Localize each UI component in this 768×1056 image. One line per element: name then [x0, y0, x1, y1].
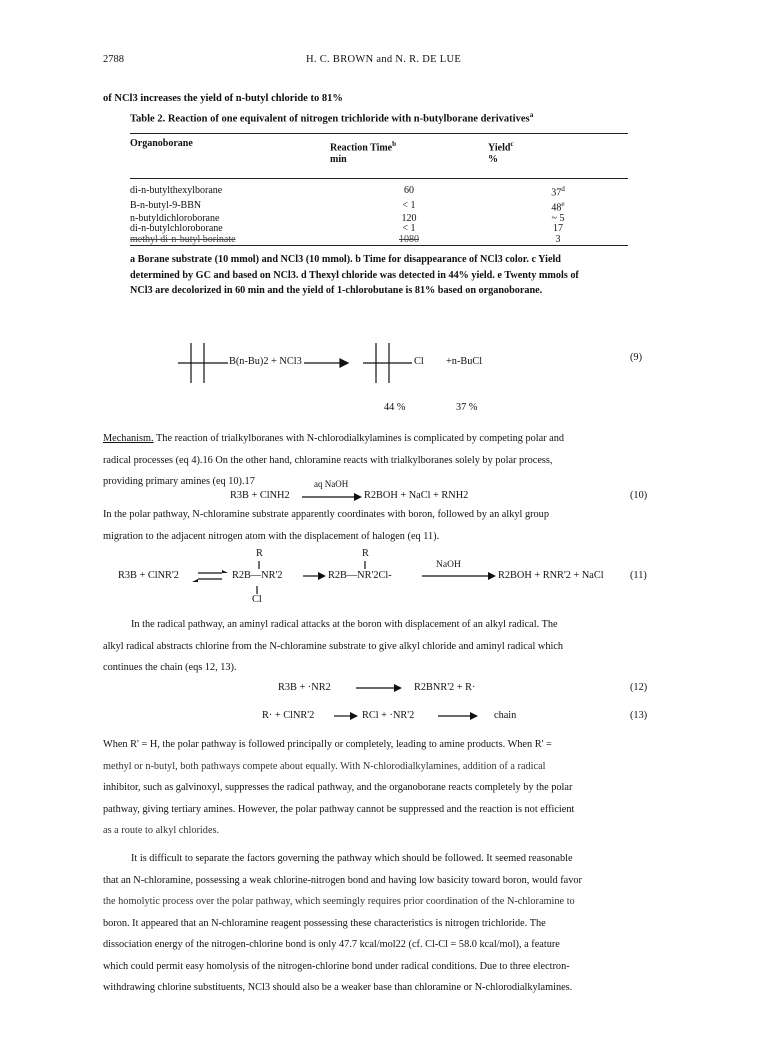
text-line: withdrawing chlorine substituents, NCl3 should also be a weaker base than chloramine or N-chlorodialkylamines.	[103, 982, 573, 993]
cell-yield: 17	[553, 223, 563, 235]
cell-time: 60	[404, 185, 414, 197]
text-line: When R' = H, the polar pathway is followed principally or completely, leading to amine products. When R' =	[103, 739, 552, 750]
cell-yield: ~ 5	[551, 212, 565, 224]
cell-time: < 1	[402, 200, 416, 212]
text-line: that an N-chloramine, possessing a weak chlorine-nitrogen bond and having low basicity toward boron, would favor	[103, 874, 582, 886]
eq10-left: R3B + ClNH2	[230, 490, 290, 501]
text-line: alkyl radical abstracts chlorine from the N-chloramine substrate to give alkyl chloride and aminyl radical which	[103, 640, 564, 652]
when-paragraph	[103, 734, 663, 842]
running-title: H. C. BROWN and N. R. DE LUE	[306, 54, 462, 65]
table-caption-note: a	[529, 110, 534, 119]
cell-organoborane: di-n-butylthexylborane	[130, 185, 223, 197]
table-caption-text: Table 2. Reaction of one equivalent of nitrogen trichloride with n-butylborane derivatives	[130, 113, 530, 125]
cell-yield: 48e	[551, 200, 565, 214]
eq11-left: R3B + ClNR'2	[118, 570, 179, 581]
eq9-yield1: 44 %	[384, 402, 406, 413]
eq13-number: (13)	[630, 710, 648, 721]
eq12-left: R3B + ·NR2	[278, 682, 331, 693]
footnote-line: a Borane substrate (10 mmol) and NCl3 (10 mmol). b Time for disappearance of NCl3 color. c Yield	[130, 254, 561, 265]
text-line: In the polar pathway, N-chloramine substrate apparently coordinates with boron, followed by an alkyl group	[103, 509, 549, 520]
eq11-number: (11)	[630, 570, 647, 581]
col-header-organoborane: Organoborane	[130, 138, 193, 149]
cell-organoborane: di-n-butylchloroborane	[130, 223, 223, 235]
text-line: boron. It appeared that an N-chloramine reagent possessing these characteristics is nitrogen trichloride. The	[103, 917, 546, 929]
cell-time: 1080	[399, 233, 419, 245]
text-line: pathway, giving tertiary amines. However, the polar pathway cannot be suppressed and the reaction is not efficient	[103, 803, 575, 815]
eq11-arrow-label: NaOH	[436, 560, 461, 570]
text-line: continues the chain (eqs 12, 13).	[103, 662, 237, 673]
eq11-intermediate2: R2B—NR'2Cl-	[328, 570, 392, 581]
text-line: It is difficult to separate the factors governing the pathway which should be followed. It seemed reasonable	[131, 853, 573, 864]
cell-organoborane: methyl di-n-butyl borinate	[130, 233, 236, 245]
cell-time: 120	[401, 212, 417, 224]
eq11-r-label: R	[256, 548, 263, 559]
text-line: providing primary amines (eq 10).17	[103, 476, 255, 487]
eq11-cl-label: Cl	[252, 594, 262, 605]
cell-time: < 1	[402, 223, 416, 235]
intro-line: of NCl3 increases the yield of n-butyl chloride to 81%	[103, 93, 343, 104]
eq9-number: (9)	[630, 352, 643, 363]
eq11-intermediate1: R2B—NR'2	[232, 570, 283, 581]
eq9-product1: Cl	[414, 356, 424, 367]
eq13-left: R· + ClNR'2	[262, 710, 315, 721]
cell-organoborane: B-n-butyl-9-BBN	[130, 200, 202, 212]
cell-yield: 37$^d$	[551, 185, 565, 199]
difficult-paragraph	[103, 848, 663, 999]
eq10-arrow-label: aq NaOH	[314, 479, 349, 489]
footnote-line: NCl3 are decolorized in 60 min and the yield of 1-chlorobutane is 81% based on organoborane.	[130, 285, 543, 296]
text-line: which could permit easy homolysis of the nitrogen-chlorine bond under radical conditions. Due to three electron-	[103, 960, 570, 972]
eq10-right: R2BOH + NaCl + RNH2	[364, 490, 469, 501]
eq9-reactant: B(n-Bu)2 + NCl3	[229, 356, 302, 367]
eq13-right: chain	[494, 710, 517, 721]
col-header-yield: Yield$^c$ %	[488, 140, 514, 166]
eq11-right: R2BOH + RNR'2 + NaCl	[498, 570, 604, 581]
text-line: inhibitor, such as galvinoxyl, suppresses the radical pathway, and the organoborane reacts completely by the polar	[103, 782, 573, 793]
text-line: In the radical pathway, an aminyl radical attacks at the boron with displacement of an alkyl radical. The	[131, 619, 558, 630]
eq10-number: (10)	[630, 490, 648, 501]
eq9-product2: +n-BuCl	[446, 356, 483, 367]
page-number: 2788	[103, 54, 124, 65]
footnote-line: determined by GC and based on NCl3. d Thexyl chloride was detected in 44% yield. e Twenty mmols of	[130, 269, 579, 281]
eq9-yield2: 37 %	[456, 402, 478, 413]
eq11-r-label2: R	[362, 548, 369, 559]
text-line: as a route to alkyl chlorides.	[103, 825, 220, 836]
text-line: The reaction of trialkylboranes with N-chlorodialkylamines is complicated by competing polar and	[156, 433, 565, 444]
eq12-right: R2BNR'2 + R·	[414, 682, 476, 693]
text-line: radical processes (eq 4).16 On the other hand, chloramine reacts with trialkylboranes solely by polar process,	[103, 454, 553, 466]
mechanism-heading: Mechanism.	[103, 433, 154, 444]
cell-yield: 3	[555, 233, 561, 245]
cell-organoborane: n-butyldichloroborane	[130, 212, 220, 224]
text-line: methyl or n-butyl, both pathways compete about equally. With N-chlorodialkylamines, addition of a radical	[103, 760, 546, 772]
text-line: dissociation energy of the nitrogen-chlorine bond is only 47.7 kcal/mol22 (cf. Cl-Cl = 58.0 kcal/mol), a feature	[103, 939, 560, 950]
eq13-middle: RCl + ·NR'2	[362, 710, 415, 721]
eq12-number: (12)	[630, 682, 648, 693]
text-line: migration to the adjacent nitrogen atom with the displacement of halogen (eq 11).	[103, 530, 440, 542]
text-line: the homolytic process over the polar pathway, which seemingly requires prior coordination of the N-chloramine to	[103, 896, 575, 907]
col-header-reaction-time: Reaction Time$^b$ min	[330, 140, 397, 166]
